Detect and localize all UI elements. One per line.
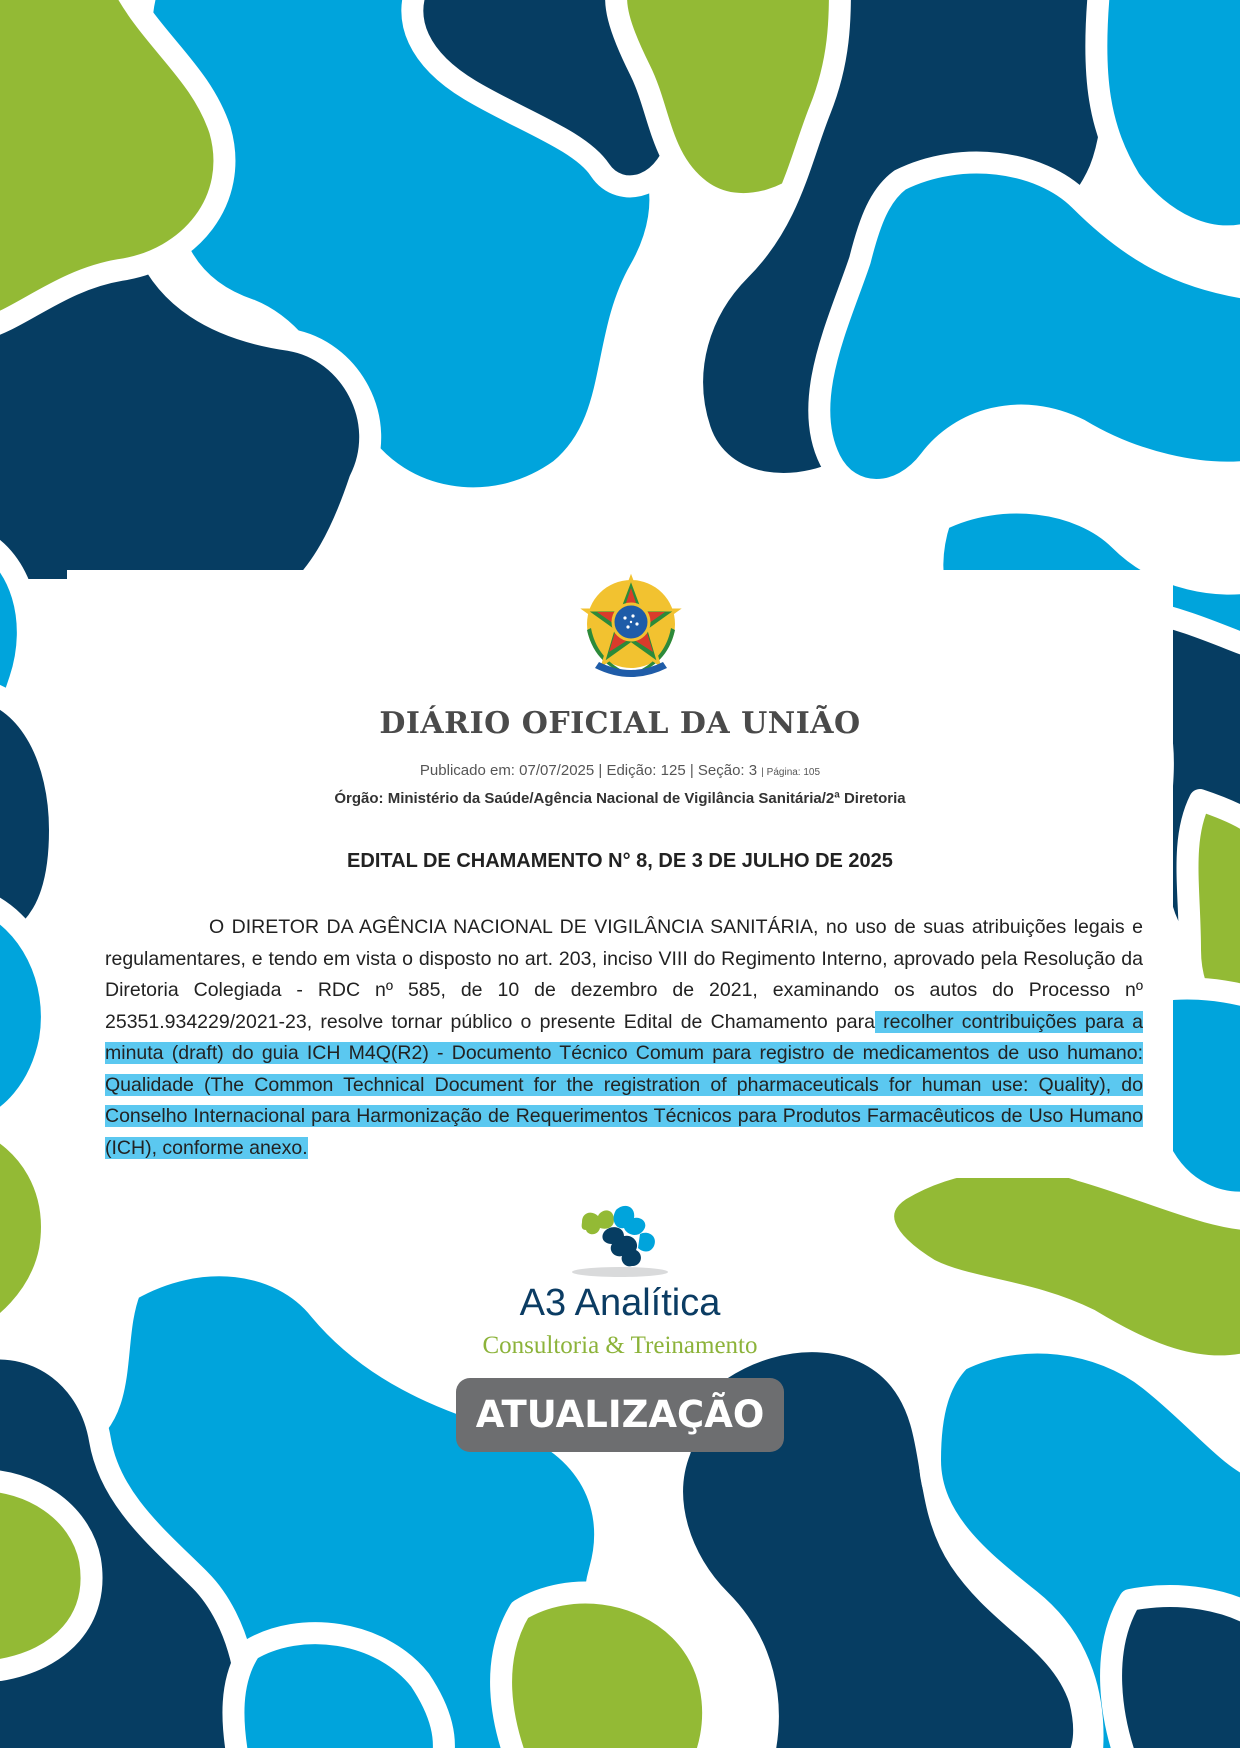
update-badge: ATUALIZAÇÃO [456, 1378, 784, 1452]
brazil-coat-of-arms-icon [573, 570, 689, 686]
a3-puzzle-logo-icon [570, 1198, 670, 1280]
official-gazette-card [67, 570, 1173, 1178]
edital-title: EDITAL DE CHAMAMENTO N° 8, DE 3 DE JULHO DE 2025 [347, 850, 893, 872]
brand-name: A3 Analítica [519, 1282, 721, 1324]
edital-body [105, 912, 1143, 1164]
brand-tagline: Consultoria & Treinamento [482, 1332, 758, 1359]
issuing-organ: Órgão: Ministério da Saúde/Agência Nacional de Vigilância Sanitária/2ª Diretoria [334, 790, 906, 807]
page-number: | Página: 105 [761, 767, 821, 778]
publication-details: Publicado em: 07/07/2025 | Edição: 125 | Seção: 3 [419, 762, 758, 779]
publication-info [67, 762, 1173, 779]
gazette-title: DIÁRIO OFICIAL DA UNIÃO [379, 706, 861, 741]
body-text: O DIRETOR DA AGÊNCIA NACIONAL DE VIGILÂNCIA SANITÁRIA, no uso de suas atribuições legais e regulamentares, e tendo em vista o disposto no art. 203, inciso VIII do Regimento Interno, aprovado pela Resolução da Diretoria Colegiada - RDC nº 585, de 10 de dezembro de 2021, examinando os autos do Processo nº 25351.934229/2021-23, resolve tornar público o presente Edital de Chamamento para [105, 916, 1143, 1033]
highlighted-text: recolher contribuições para a minuta (draft) do guia ICH M4Q(R2) - Documento Técnico Comum para registro de medicamentos de uso humano: Qualidade (The Common Technical Document for the registration of pharmaceuticals for human use: Quality), do Conselho Internacional para Harmonização de Requerimentos Técnicos para Produtos Farmacêuticos de Uso Humano (ICH), conforme anexo. [105, 1010, 1143, 1159]
